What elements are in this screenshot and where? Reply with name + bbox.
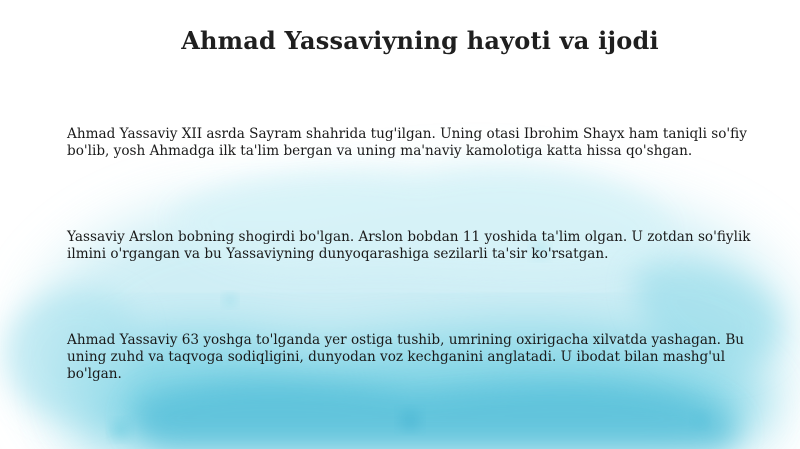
paragraph-seclusion: Ahmad Yassaviy 63 yoshga to'lganda yer ostiga tushib, umrining oxirigacha xilvatda yashagan. Bu uning zuhd va taqvoga sodiqligini, dunyodan voz kechganini anglatadi. U ibodat bilan mashg'ul bo'lgan. (67, 332, 745, 382)
paragraph-teacher: Yassaviy Arslon bobning shogirdi bo'lgan. Arslon bobdan 11 yoshida ta'lim olgan. U zotdan so'fiylik ilmini o'rgangan va bu Yassaviyning dunyoqarashiga sezilarli ta'sir ko'rsatgan. (67, 229, 751, 262)
slide-title: Ahmad Yassaviyning hayoti va ijodi (181, 26, 659, 55)
paragraph-birth: Ahmad Yassaviy XII asrda Sayram shahrida tug'ilgan. Uning otasi Ibrohim Shayx ham taniqli so'fiy bo'lib, yosh Ahmadga ilk ta'lim bergan va uning ma'naviy kamolotiga katta hissa qo'shgan. (67, 126, 747, 159)
